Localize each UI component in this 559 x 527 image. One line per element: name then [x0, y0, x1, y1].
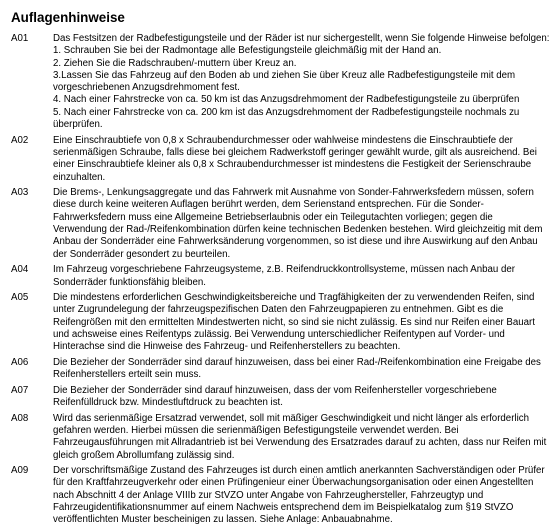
text-line: 3.Lassen Sie das Fahrzeug auf den Boden ab und ziehen Sie über Kreuz alle Radbefestigungsteile mit dem [53, 69, 516, 81]
text-line: 1. Schrauben Sie bei der Radmontage alle Befestigungsteile gleichmäßig mit der Hand an. [53, 45, 442, 57]
entry-a07 [11, 385, 555, 410]
entry-a02 [11, 135, 555, 184]
entry-code: A06 [11, 356, 29, 368]
text-line: 5. Nach einer Fahrstrecke von ca. 200 km ist das Anzugsdrehmoment der Radbefestigungsteile nochmals zu [53, 106, 520, 118]
entry-code: A01 [11, 33, 29, 44]
text-line: veröffentlichten Muster bescheinigen zu lassen. Siehe Anlage: Anbauabnahme. [53, 514, 393, 526]
entry-code: A03 [11, 187, 29, 199]
text-line: gefahren werden. Hierbei müssen die serienmäßigen Befestigungsteile verwendet werden. Bei [53, 424, 459, 436]
text-line: Reifengrößen mit den ermittelten Mindestwerten nicht, so sind sie nicht zulässig. Es sind nur Reifen einer Bauart [53, 316, 535, 328]
entry-text [53, 413, 555, 462]
text-line: 2. Ziehen Sie die Radschrauben/-muttern über Kreuz an. [53, 57, 297, 69]
text-line: Reifenfülldruck bzw. Mindestluftdruck zu beachten ist. [53, 397, 283, 409]
text-line: für den Kraftfahrzeugverkehr oder einen Prüfingenieur einer Überwachungsorganisation oder einen Angestellten [53, 477, 534, 489]
page-title: Auflagenhinweise [11, 10, 125, 25]
entry-code: A02 [11, 134, 29, 146]
text-line: serienmäßigen Schraube, falls diese bei gleichem Radwerkstoff geringer gewählt wurde, gilt als ausreichend. Bei [53, 146, 537, 158]
entry-text [53, 357, 555, 382]
text-line: Reifenherstellers erteilt sein muss. [53, 369, 202, 381]
text-line: nach Abschnitt 4 der Anlage VIIIb zur StVZO unter Angabe von Fahrzeughersteller, Fahrzeugtyp und [53, 489, 484, 501]
entry-text [53, 385, 555, 410]
entry-code: A07 [11, 384, 29, 396]
text-line: Die Bezieher der Sonderräder sind darauf hinzuweisen, dass bei einer Rad-/Reifenkombination eine Freigabe des [53, 356, 541, 368]
entry-text [53, 33, 555, 131]
text-line: überprüfen. [53, 119, 103, 131]
text-line: Das Festsitzen der Radbefestigungsteile und der Räder ist nur sichergestellt, wenn Sie folgende Hinweise befolgen: [53, 33, 550, 44]
text-line: diese durch keine weiteren Auflagen berührt werden, dem Serienstand entsprechen. Für die Sonder- [53, 199, 484, 211]
text-line: Eine Einschraubtiefe von 0,8 x Schraubendurchmesser oder wahlweise mindestens die Einschraubtiefe der [53, 134, 513, 146]
text-line: Die mindestens erforderlichen Geschwindigkeitsbereiche und Tragfähigkeiten der zu verwendenden Reifen, sind [53, 292, 535, 304]
text-line: einer Einschraubtiefe kleiner als 0,8 x Schraubendurchmesser ist mindestens die Festigkeit der Serienschraube [53, 159, 532, 171]
text-line: Hinterachse sind die Hinweise des Fahrzeug- und Reifenherstellers zu beachten. [53, 341, 401, 353]
text-line: gleich großem Abrollumfang zulässig sind. [53, 449, 235, 461]
text-line: Die Brems-, Lenkungsaggregate und das Fahrwerk mit Ausnahme von Sonder-Fahrwerksfedern müssen, sofern [53, 187, 534, 199]
text-line: Fahrzeugausführungen mit Allradantrieb ist bei Verwendung des Ersatzrades darauf zu achten, dass nur Reifen mit [53, 437, 547, 449]
entry-code: A04 [11, 264, 29, 276]
text-line: der Sonderräder gesondert zu beurteilen. [53, 248, 231, 260]
entry-a09 [11, 465, 555, 526]
text-line: Wird das serienmäßige Ersatzrad verwendet, soll mit mäßiger Geschwindigkeit und nicht länger als erforderlich [53, 412, 529, 424]
entry-text [53, 264, 555, 289]
entry-code: A09 [11, 465, 29, 477]
text-line: Anbau der Sonderräder eine Fahrwerksänderung vorgenommen, so ist diese und ihre Auswirkung auf den Anbau [53, 236, 538, 248]
text-line: vorgeschriebenen Anzugsdrehmoment fest. [53, 82, 240, 94]
entry-code: A08 [11, 412, 29, 424]
entry-a08 [11, 413, 555, 462]
entry-text [53, 465, 555, 526]
entry-a05 [11, 292, 555, 353]
text-line: und achsweise eines Reifentyps zulässig. Bei Verwendung unterschiedlicher Reifentypen auf Vorder- und [53, 329, 505, 341]
text-line: Im Fahrzeug vorgeschriebene Fahrzeugsysteme, z.B. Reifendruckkontrollsysteme, müssen nach Anbau der [53, 264, 515, 276]
entry-code: A05 [11, 292, 29, 304]
entry-text [53, 187, 555, 261]
entry-a01 [11, 33, 555, 131]
text-line: Verwendung der Rad-/Reifenkombination dürfen keine technischen Bedenken bestehen. Wird gleichzeitig mit dem [53, 224, 543, 236]
entry-text [53, 135, 555, 184]
text-line: Fahrwerksfedern muss eine Allgemeine Betriebserlaubnis oder ein Teilegutachten vorliegen; gegen die [53, 211, 493, 223]
text-line: Sonderräder funktionsfähig bleiben. [53, 276, 206, 288]
text-line: Die Bezieher der Sonderräder sind darauf hinzuweisen, dass der vom Reifenhersteller vorgeschriebene [53, 384, 497, 396]
text-line: Fahrzeugidentifikationsnummer auf einem Nachweis entsprechend dem im Beispielkatalog zum §19 StVZO [53, 502, 514, 514]
entry-text [53, 292, 555, 353]
entry-a06 [11, 357, 555, 382]
text-line: Der vorschriftsmäßige Zustand des Fahrzeuges ist durch einen amtlich anerkannten Sachverständigen oder Prüfer [53, 465, 545, 477]
text-line: einzuhalten. [53, 171, 106, 183]
entry-a03 [11, 187, 555, 261]
entry-a04 [11, 264, 555, 289]
text-line: unter Zugrundelegung der fahrzeugspezifischen Daten den Fahrzeugpapieren zu entnehmen. Gibt es die [53, 304, 504, 316]
text-line: 4. Nach einer Fahrstrecke von ca. 50 km ist das Anzugsdrehmoment der Radbefestigungsteile zu überprüfen [53, 94, 520, 106]
